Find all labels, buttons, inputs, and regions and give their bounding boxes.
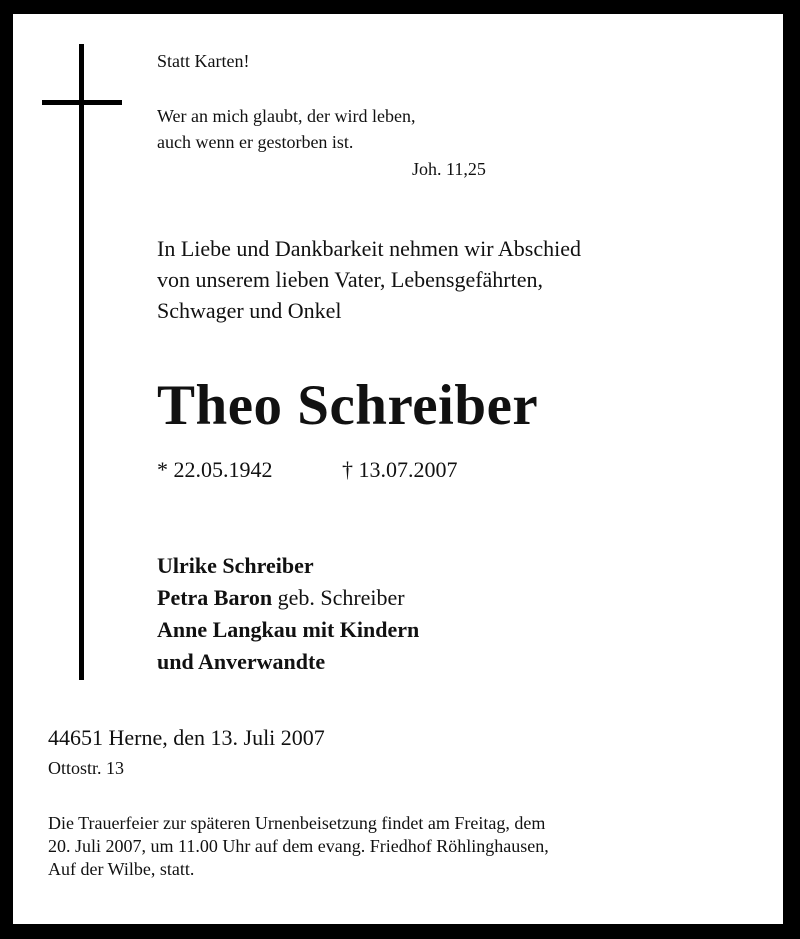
mourner-1: Ulrike Schreiber <box>157 553 314 578</box>
death-date: † 13.07.2007 <box>342 457 458 482</box>
mourner-3: Anne Langkau mit Kindern <box>157 617 420 642</box>
intro-line-2: von unserem lieben Vater, Lebensgefährten, <box>157 267 544 292</box>
ceremony-details <box>48 812 549 881</box>
bible-verse-line-1: Wer an mich glaubt, der wird leben, <box>157 106 416 126</box>
intro-text <box>157 233 581 326</box>
cross-vertical-bar <box>79 44 84 680</box>
mourner-2-name: Petra Baron <box>157 585 273 610</box>
birth-date: * 22.05.1942 <box>157 457 273 482</box>
ceremony-line-2: 20. Juli 2007, um 11.00 Uhr auf dem evang. Friedhof Röhlinghausen, <box>48 836 549 856</box>
ceremony-line-1: Die Trauerfeier zur späteren Urnenbeisetzung findet am Freitag, dem <box>48 813 546 833</box>
mourners-list <box>157 550 419 678</box>
mourner-4: und Anverwandte <box>157 649 326 674</box>
ceremony-line-3: Auf der Wilbe, statt. <box>48 859 195 879</box>
mourner-2-maiden-name: geb. Schreiber <box>272 585 405 610</box>
bible-verse-reference: Joh. 11,25 <box>412 159 486 179</box>
header-statt-karten: Statt Karten! <box>157 51 250 71</box>
intro-line-3: Schwager und Onkel <box>157 298 342 323</box>
place-and-date: 44651 Herne, den 13. Juli 2007 <box>48 725 325 750</box>
intro-line-1: In Liebe und Dankbarkeit nehmen wir Abschied <box>157 236 581 261</box>
bible-verse-line-2: auch wenn er gestorben ist. <box>157 132 354 152</box>
cross-horizontal-bar <box>42 100 122 105</box>
mourner-2 <box>157 582 419 614</box>
deceased-name: Theo Schreiber <box>157 374 539 437</box>
street-address: Ottostr. 13 <box>48 758 125 778</box>
